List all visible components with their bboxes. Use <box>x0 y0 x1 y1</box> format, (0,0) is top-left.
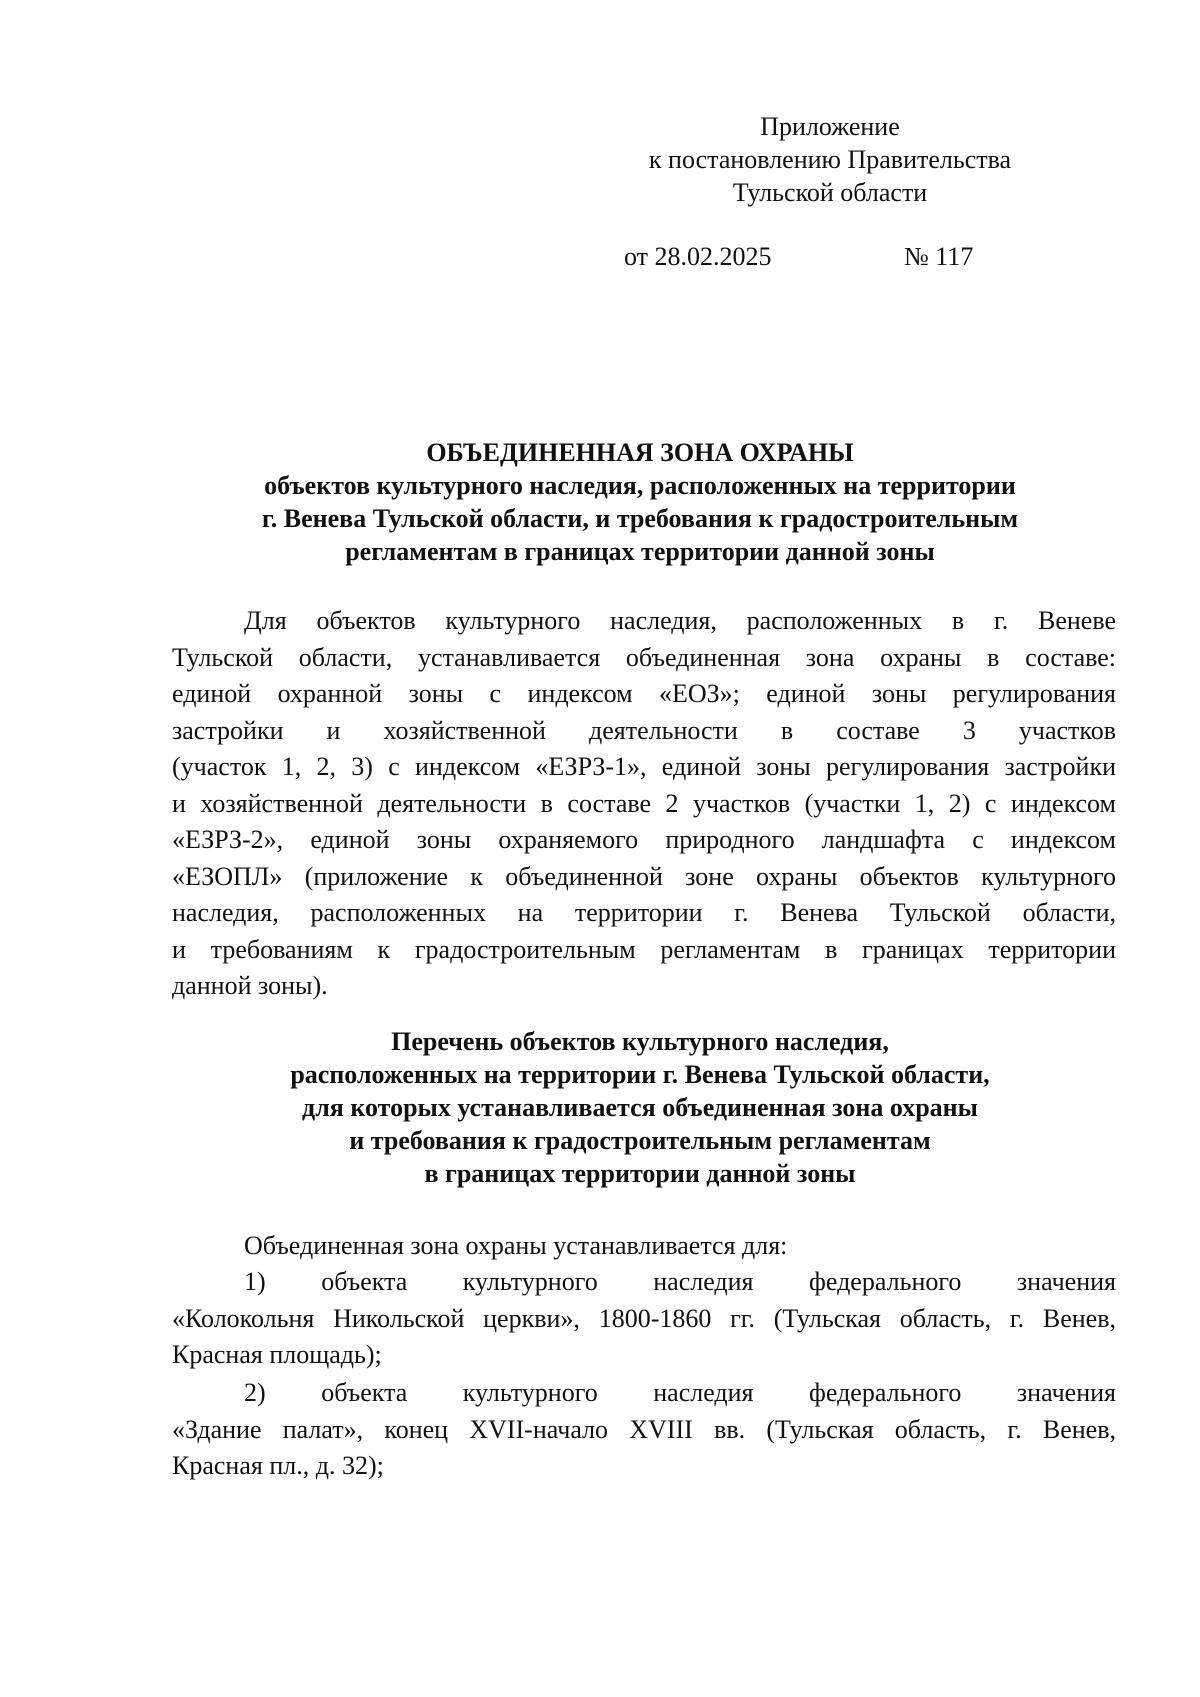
decree-date: от 28.02.2025 <box>624 242 772 271</box>
appendix-header <box>600 110 1060 209</box>
paragraph-line: «ЕЗРЗ-2», единой зоны охраняемого природного ландшафта с индексом <box>172 825 1116 854</box>
title-line: ОБЪЕДИНЕННАЯ ЗОНА ОХРАНЫ <box>426 438 854 467</box>
paragraph-line: наследия, расположенных на территории г. Венева Тульской области, <box>172 898 1116 927</box>
appendix-line: Приложение <box>760 112 900 141</box>
appendix-line: к постановлению Правительства <box>648 145 1012 174</box>
paragraph-line: единой охранной зоны с индексом «ЕОЗ»; единой зоны регулирования <box>172 679 1116 708</box>
paragraph-line: Тульской области, устанавливается объединенная зона охраны в составе: <box>172 642 1116 672</box>
decree-date-number <box>624 240 974 273</box>
paragraph-line: и хозяйственной деятельности в составе 2 участков (участки 1, 2) с индексом <box>172 788 1116 818</box>
list-item-line: 2) объекта культурного наследия федерального значения <box>244 1378 1116 1407</box>
list-heading-line: Перечень объектов культурного наследия, <box>391 1027 889 1056</box>
title-line: г. Венева Тульской области, и требования к градостроительным <box>261 504 1019 533</box>
list-intro: Объединенная зона охраны устанавливается для: <box>244 1231 788 1260</box>
list-item-line: «Здание палат», конец XVII-начало XVIII вв. (Тульская область, г. Венев, <box>172 1414 1116 1444</box>
paragraph-line: Для объектов культурного наследия, расположенных в г. Веневе <box>244 606 1116 635</box>
list-item-line: Красная пл., д. 32); <box>172 1451 384 1480</box>
title-line: регламентам в границах территории данной зоны <box>345 537 935 566</box>
intro-paragraph <box>172 603 1116 1005</box>
list-item-line: Красная площадь); <box>172 1340 382 1369</box>
paragraph-line: (участок 1, 2, 3) с индексом «ЕЗРЗ-1», единой зоны регулирования застройки <box>172 752 1116 781</box>
title-line: объектов культурного наследия, расположенных на территории <box>264 471 1016 500</box>
list-item <box>172 1264 1116 1374</box>
list-heading-line: расположенных на территории г. Венева Тульской области, <box>290 1060 990 1089</box>
list-heading-line: в границах территории данной зоны <box>424 1159 856 1188</box>
paragraph-line: и требованиям к градостроительным регламентам в границах территории <box>172 934 1116 964</box>
paragraph-line: застройки и хозяйственной деятельности в составе 3 участков <box>172 715 1116 745</box>
list-item-line: 1) объекта культурного наследия федерального значения <box>244 1267 1116 1296</box>
list-item-line: «Колокольня Никольской церкви», 1800-1860 гг. (Тульская область, г. Венев, <box>172 1303 1116 1333</box>
list-heading-line: и требования к градостроительным регламентам <box>349 1126 931 1155</box>
list-heading <box>170 1025 1110 1190</box>
list-heading-line: для которых устанавливается объединенная зона охраны <box>302 1093 978 1122</box>
document-title <box>170 436 1110 568</box>
list-item <box>172 1375 1116 1485</box>
decree-number: № 117 <box>904 242 974 271</box>
appendix-line: Тульской области <box>732 178 928 207</box>
paragraph-line: «ЕЗОПЛ» (приложение к объединенной зоне охраны объектов культурного <box>172 861 1116 891</box>
paragraph-line: данной зоны). <box>172 971 328 1000</box>
